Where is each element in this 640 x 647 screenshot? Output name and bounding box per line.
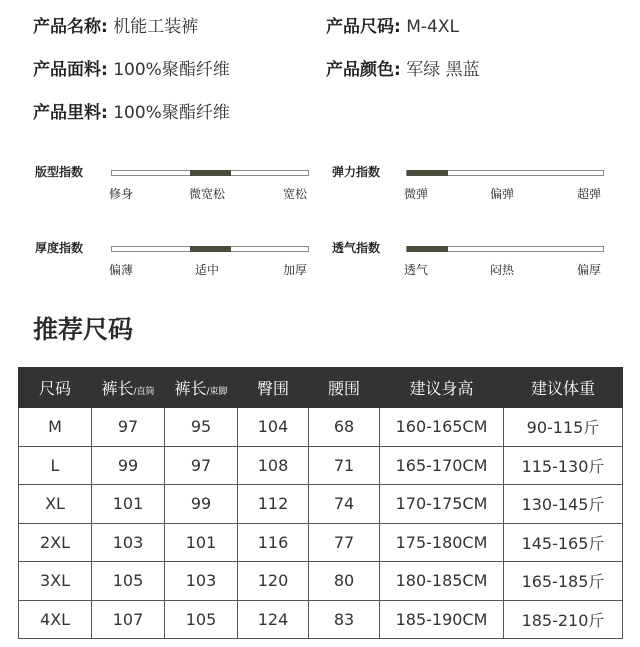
fit-index-title: 版型指数 (35, 165, 84, 179)
spec-name-value: 机能工装裤 (113, 17, 199, 37)
table-cell: 145-165斤 (504, 523, 623, 562)
spec-size (326, 17, 459, 37)
size-table-header (19, 368, 623, 408)
thickness-index-label-mid: 适中 (195, 263, 220, 277)
breathability-index-label-mid: 闷热 (490, 263, 515, 277)
table-cell: 3XL (19, 562, 92, 601)
table-cell: 105 (92, 562, 165, 601)
table-cell: 101 (165, 523, 238, 562)
table-cell: 77 (309, 523, 380, 562)
table-cell: 180-185CM (380, 562, 504, 601)
table-cell: 68 (309, 408, 380, 447)
table-cell: 95 (165, 408, 238, 447)
fit-index (35, 164, 325, 204)
table-row (19, 600, 623, 639)
fit-index-bar (111, 170, 309, 176)
table-cell: 124 (238, 600, 309, 639)
header-waist: 腰围 (309, 368, 380, 408)
table-cell: 185-190CM (380, 600, 504, 639)
table-cell: 116 (238, 523, 309, 562)
table-cell: 97 (92, 408, 165, 447)
table-cell: 115-130斤 (504, 446, 623, 485)
table-cell: 112 (238, 485, 309, 524)
table-cell: 71 (309, 446, 380, 485)
breathability-index-bar (406, 246, 604, 252)
spec-fabric-value: 100%聚酯纤维 (113, 60, 230, 80)
table-cell: 101 (92, 485, 165, 524)
fit-index-label-mid: 微宽松 (189, 187, 226, 201)
table-cell: 103 (92, 523, 165, 562)
stretch-index-label-mid: 偏弹 (490, 187, 515, 201)
breathability-index (332, 240, 622, 280)
stretch-index-level (407, 170, 448, 176)
breathability-index-label-high: 偏厚 (577, 263, 602, 277)
table-cell: 165-170CM (380, 446, 504, 485)
table-cell: 2XL (19, 523, 92, 562)
table-cell: 170-175CM (380, 485, 504, 524)
size-table (18, 367, 623, 639)
stretch-index (332, 164, 622, 204)
table-cell: 74 (309, 485, 380, 524)
spec-size-value: M-4XL (406, 17, 459, 37)
thickness-index-bar (111, 246, 309, 252)
fit-index-level (190, 170, 231, 176)
table-cell: 120 (238, 562, 309, 601)
stretch-index-bar (406, 170, 604, 176)
table-cell: 83 (309, 600, 380, 639)
fit-index-label-low: 修身 (109, 187, 134, 201)
table-cell: 99 (165, 485, 238, 524)
fit-index-label-high: 宽松 (283, 187, 308, 201)
table-row (19, 485, 623, 524)
header-length-straight: 裤长/直筒 (92, 368, 165, 408)
table-cell: 160-165CM (380, 408, 504, 447)
size-chart-heading: 推荐尺码 (33, 315, 134, 344)
spec-color-key: 产品颜色: (326, 60, 401, 80)
table-cell: 104 (238, 408, 309, 447)
table-row (19, 562, 623, 601)
spec-name-key: 产品名称: (33, 17, 108, 37)
spec-name (33, 17, 198, 37)
header-length-tapered: 裤长/束脚 (165, 368, 238, 408)
table-cell: 165-185斤 (504, 562, 623, 601)
spec-size-key: 产品尺码: (326, 17, 401, 37)
table-cell: 90-115斤 (504, 408, 623, 447)
header-height: 建议身高 (380, 368, 504, 408)
spec-color-value: 军绿 黑蓝 (406, 60, 480, 80)
table-cell: 108 (238, 446, 309, 485)
spec-lining-key: 产品里料: (33, 103, 108, 123)
stretch-index-label-low: 微弹 (404, 187, 429, 201)
table-cell: 80 (309, 562, 380, 601)
table-cell: XL (19, 485, 92, 524)
thickness-index-label-low: 偏薄 (109, 263, 134, 277)
table-cell: 97 (165, 446, 238, 485)
table-cell: 4XL (19, 600, 92, 639)
breathability-index-level (407, 246, 448, 252)
header-hip: 臀围 (238, 368, 309, 408)
table-cell: 175-180CM (380, 523, 504, 562)
spec-lining-value: 100%聚酯纤维 (113, 103, 230, 123)
stretch-index-title: 弹力指数 (332, 165, 381, 179)
spec-fabric-key: 产品面料: (33, 60, 108, 80)
table-cell: 103 (165, 562, 238, 601)
table-cell: 105 (165, 600, 238, 639)
table-cell: 107 (92, 600, 165, 639)
table-cell: L (19, 446, 92, 485)
table-row (19, 408, 623, 447)
table-cell: 130-145斤 (504, 485, 623, 524)
stretch-index-label-high: 超弹 (577, 187, 602, 201)
thickness-index-label-high: 加厚 (283, 263, 308, 277)
breathability-index-title: 透气指数 (332, 241, 381, 255)
breathability-index-label-low: 透气 (404, 263, 429, 277)
spec-color (326, 60, 480, 80)
thickness-index-level (190, 246, 231, 252)
thickness-index-title: 厚度指数 (35, 241, 84, 255)
table-cell: 185-210斤 (504, 600, 623, 639)
table-cell: M (19, 408, 92, 447)
thickness-index (35, 240, 325, 280)
spec-lining (33, 103, 230, 123)
table-row (19, 446, 623, 485)
header-size: 尺码 (19, 368, 92, 408)
header-weight: 建议体重 (504, 368, 623, 408)
table-row (19, 523, 623, 562)
spec-fabric (33, 60, 230, 80)
table-cell: 99 (92, 446, 165, 485)
